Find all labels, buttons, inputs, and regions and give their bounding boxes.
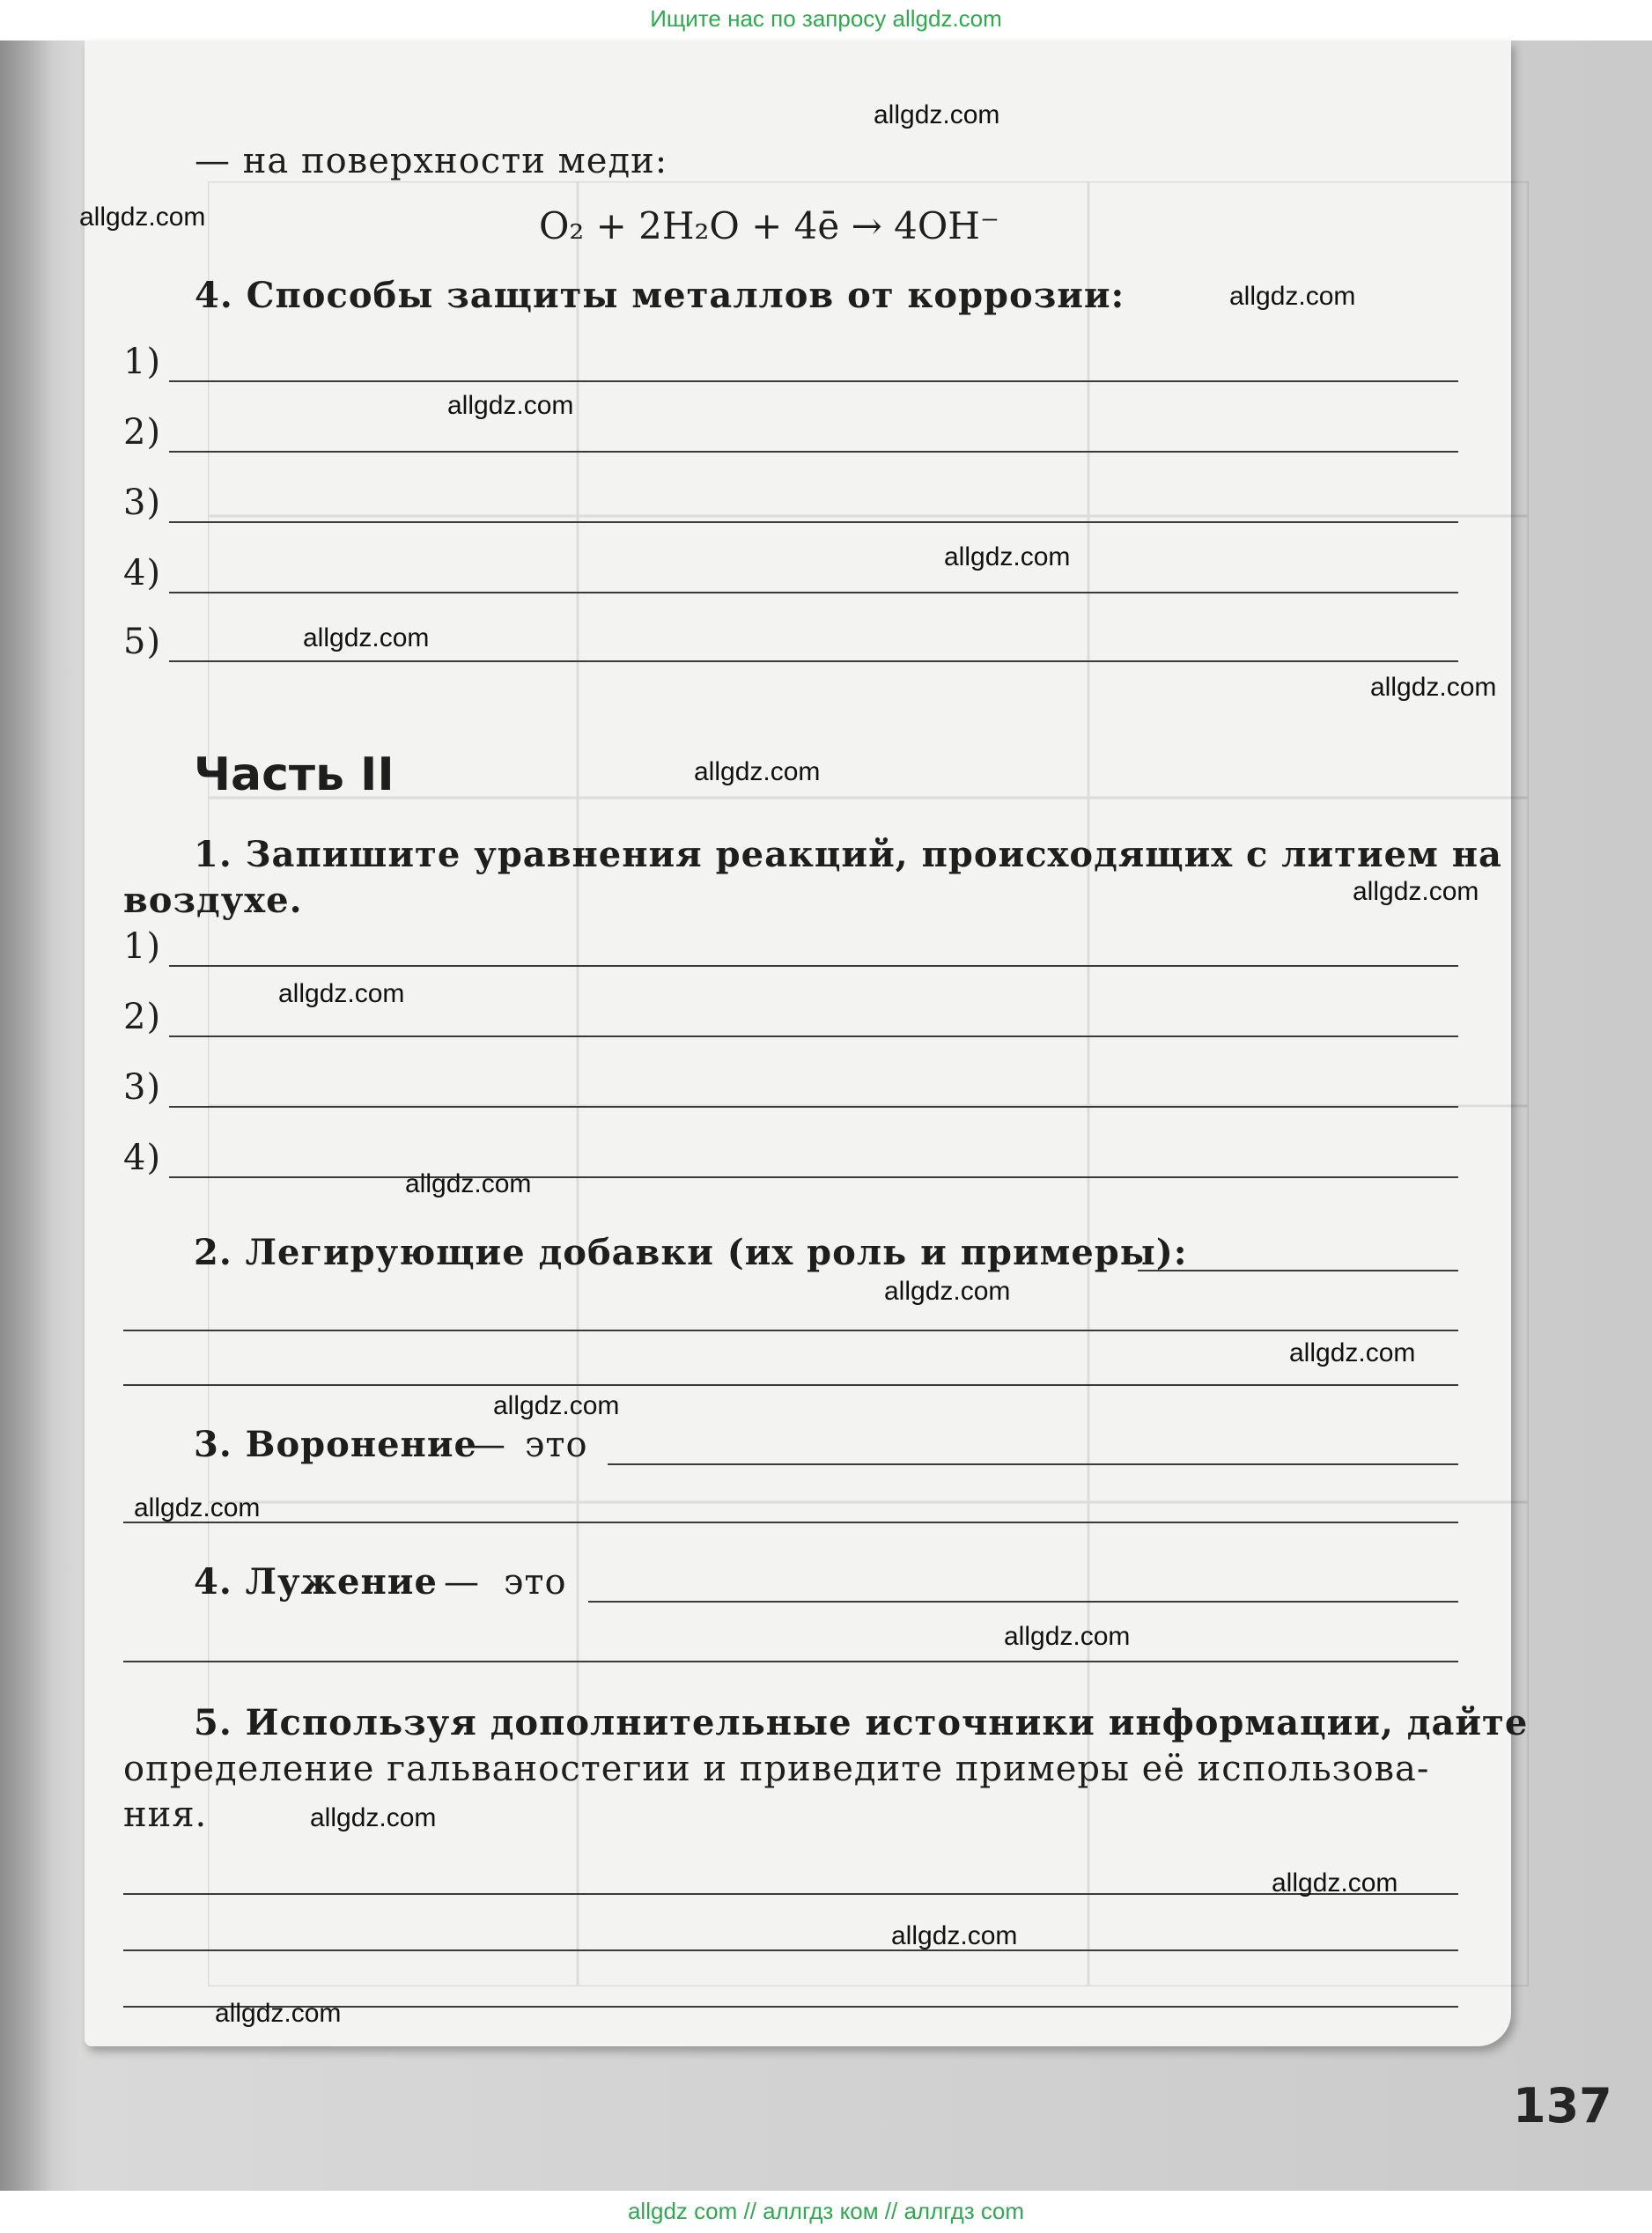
watermark: allgdz.com bbox=[874, 100, 1000, 129]
answer-line[interactable] bbox=[1138, 1270, 1458, 1271]
list-item-label: 4) bbox=[123, 1138, 162, 1178]
answer-line[interactable] bbox=[123, 1661, 1458, 1662]
task4-dash: — bbox=[444, 1562, 480, 1603]
watermark: allgdz.com bbox=[303, 623, 430, 652]
watermark: allgdz.com bbox=[891, 1921, 1018, 1950]
answer-line[interactable] bbox=[123, 1949, 1458, 1951]
watermark: allgdz.com bbox=[1004, 1622, 1131, 1651]
copper-surface-label: — на поверхности меди: bbox=[195, 141, 668, 181]
answer-line[interactable] bbox=[123, 1384, 1458, 1386]
list-item-label: 5) bbox=[123, 622, 162, 662]
list-item-label: 4) bbox=[123, 553, 162, 593]
watermark: allgdz.com bbox=[215, 1999, 342, 2028]
answer-line[interactable] bbox=[169, 965, 1458, 967]
page-number: 137 bbox=[1513, 2078, 1612, 2134]
task1-text-line1: 1. Запишите уравнения реакций, происходящих с литием на bbox=[194, 834, 1502, 875]
answer-line[interactable] bbox=[169, 1035, 1458, 1037]
list-item-label: 1) bbox=[123, 342, 162, 382]
answer-line[interactable] bbox=[123, 1522, 1458, 1523]
answer-line[interactable] bbox=[169, 660, 1458, 662]
answer-line[interactable] bbox=[608, 1463, 1458, 1465]
watermark: allgdz.com bbox=[1370, 673, 1497, 702]
task5-text-line3: ния. bbox=[123, 1795, 208, 1835]
list-item-label: 1) bbox=[123, 926, 162, 967]
copper-surface-formula: O₂ + 2H₂O + 4ē → 4OH⁻ bbox=[539, 204, 1000, 247]
answer-line[interactable] bbox=[169, 1106, 1458, 1108]
answer-line[interactable] bbox=[169, 451, 1458, 453]
watermark: allgdz.com bbox=[1289, 1338, 1416, 1367]
task5-text-line2: определение гальваностегии и приведите примеры её использова- bbox=[123, 1749, 1430, 1789]
watermark: allgdz.com bbox=[1353, 877, 1479, 906]
bottom-banner: allgdz com // аллгдз ком // аллгдз com bbox=[627, 2198, 1025, 2224]
scan-background bbox=[0, 41, 1652, 2191]
watermark: allgdz.com bbox=[447, 391, 574, 420]
task2-text: 2. Легирующие добавки (их роль и примеры): bbox=[194, 1232, 1188, 1273]
watermark: allgdz.com bbox=[134, 1493, 261, 1522]
list-item-label: 3) bbox=[123, 483, 162, 523]
task4-word: это bbox=[504, 1562, 567, 1603]
list-item-label: 3) bbox=[123, 1067, 162, 1108]
part2-heading: Часть II bbox=[194, 748, 395, 801]
workbook-page bbox=[85, 41, 1529, 2046]
watermark: allgdz.com bbox=[1272, 1868, 1398, 1898]
list-item-label: 2) bbox=[123, 412, 162, 453]
watermark: allgdz.com bbox=[1229, 282, 1356, 311]
task5-text-line1: 5. Используя дополнительные источники информации, дайте bbox=[194, 1702, 1529, 1743]
watermark: allgdz.com bbox=[944, 542, 1071, 571]
watermark: allgdz.com bbox=[310, 1803, 437, 1832]
watermark: allgdz.com bbox=[278, 979, 405, 1008]
task3-dash: — bbox=[470, 1425, 506, 1465]
answer-line[interactable] bbox=[169, 1176, 1458, 1178]
watermark: allgdz.com bbox=[694, 757, 821, 786]
top-banner: Ищите нас по запросу allgdz.com bbox=[650, 5, 1002, 32]
watermark: allgdz.com bbox=[884, 1277, 1011, 1306]
watermark: allgdz.com bbox=[493, 1391, 620, 1420]
answer-line[interactable] bbox=[169, 592, 1458, 593]
answer-line[interactable] bbox=[169, 380, 1458, 382]
task1-text-line2: воздухе. bbox=[123, 880, 303, 921]
answer-line[interactable] bbox=[123, 1330, 1458, 1331]
task4-title: 4. Способы защиты металлов от коррозии: bbox=[195, 275, 1125, 316]
task3-word: это bbox=[525, 1425, 588, 1465]
list-item-label: 2) bbox=[123, 997, 162, 1037]
answer-line[interactable] bbox=[169, 521, 1458, 523]
answer-line[interactable] bbox=[123, 1893, 1458, 1895]
watermark: allgdz.com bbox=[79, 203, 206, 232]
watermark: allgdz.com bbox=[405, 1169, 532, 1198]
task4-label: 4. Лужение bbox=[194, 1561, 438, 1603]
answer-line[interactable] bbox=[588, 1601, 1458, 1603]
task3-label: 3. Воронение bbox=[194, 1424, 477, 1465]
